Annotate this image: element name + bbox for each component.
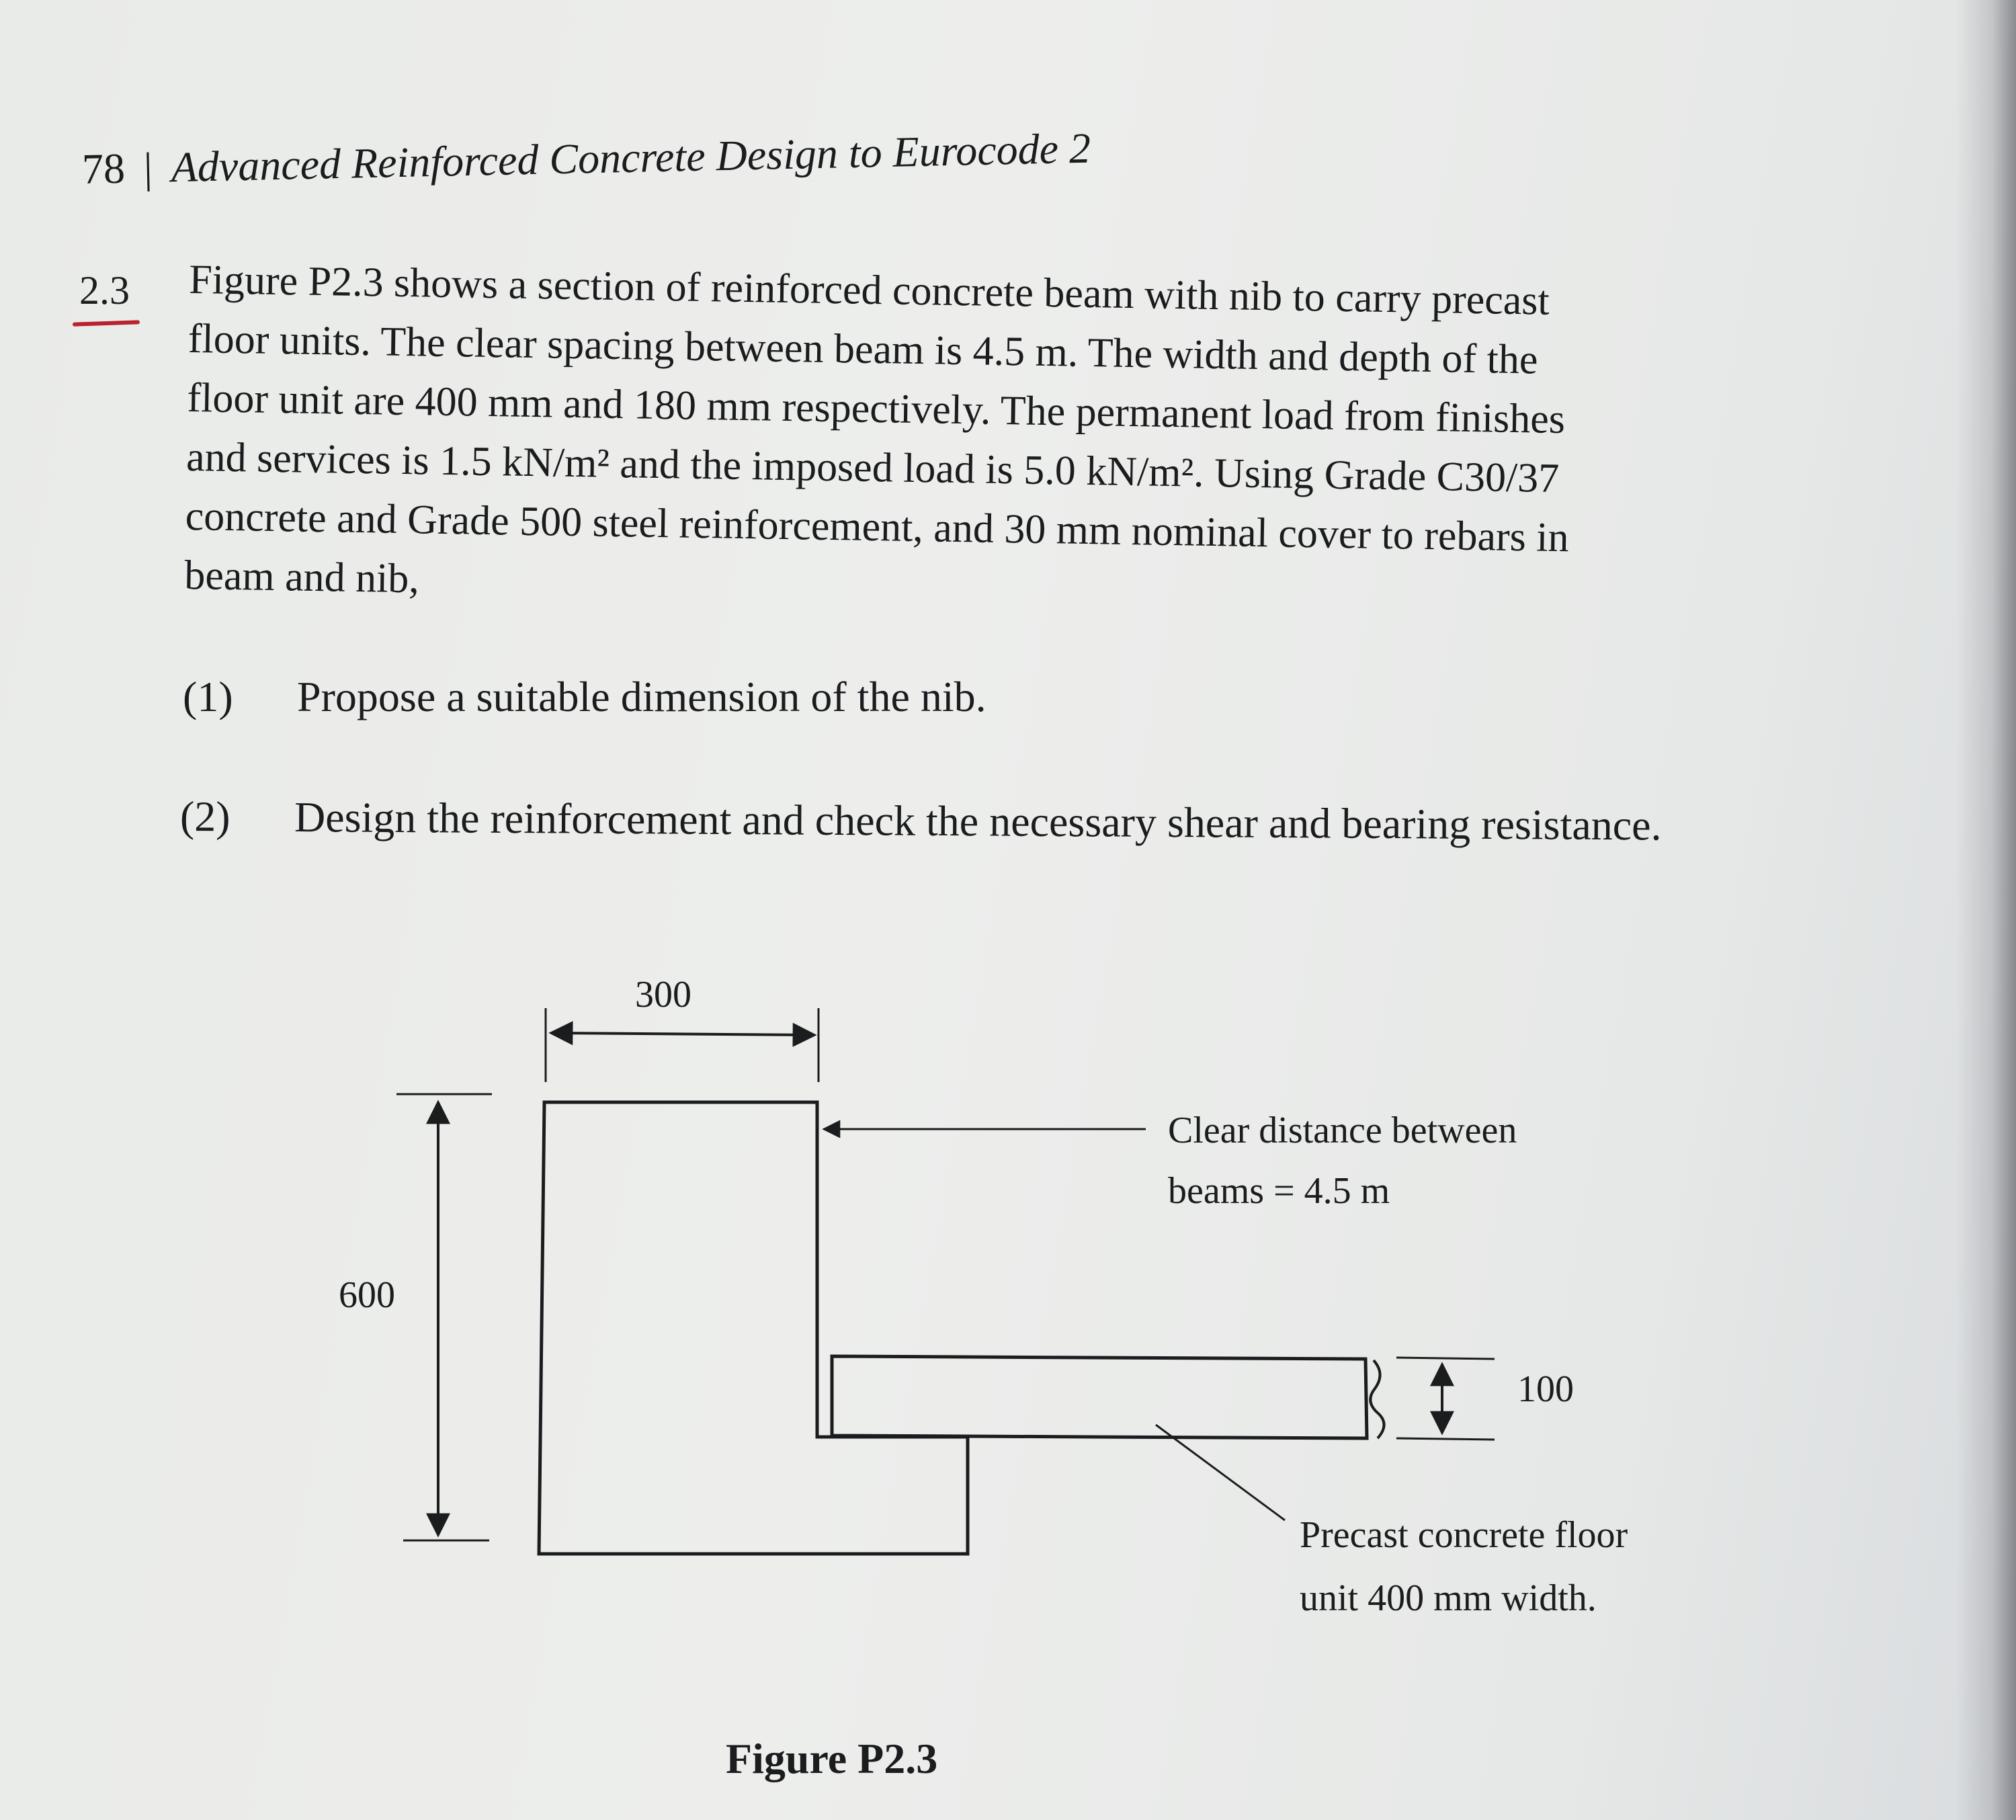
height-dimension-label: 600	[339, 1274, 395, 1316]
statement-line: concrete and Grade 500 steel reinforcement, and 30 mm nominal cover to rebars in	[185, 493, 1570, 561]
width-dimension-label: 300	[635, 974, 691, 1016]
slab-extension-top	[1396, 1358, 1495, 1359]
clear-distance-label-1: Clear distance between	[1168, 1110, 1517, 1151]
break-mark	[1370, 1360, 1384, 1438]
precast-label-1: Precast concrete floor	[1300, 1514, 1628, 1556]
clear-distance-label-2: beams = 4.5 m	[1168, 1170, 1390, 1212]
statement-line: floor units. The clear spacing between beam is 4.5 m. The width and depth of the	[187, 315, 1538, 383]
statement-line: and services is 1.5 kN/m² and the imposed load is 5.0 kN/m². Using Grade C30/37	[185, 433, 1560, 502]
item-text: Design the reinforcement and check the necessary shear and bearing resistance.	[294, 793, 1662, 850]
figure-caption: Figure P2.3	[726, 1735, 938, 1782]
precast-label-2: unit 400 mm width.	[1300, 1577, 1597, 1619]
slab-depth-label: 100	[1517, 1368, 1574, 1410]
precast-floor-unit	[832, 1356, 1367, 1438]
page-number: 78	[81, 144, 126, 193]
width-dimension-arrow	[551, 1033, 814, 1035]
header-separator: |	[143, 143, 153, 192]
item-label: (1)	[183, 673, 233, 720]
slab-extension-bottom	[1396, 1438, 1495, 1440]
beam-section-outline	[539, 1102, 968, 1554]
item-label: (2)	[179, 792, 230, 841]
statement-line: Figure P2.3 shows a section of reinforced concrete beam with nib to carry precast	[188, 256, 1550, 324]
item-text: Propose a suitable dimension of the nib.	[297, 673, 986, 720]
statement-line: floor unit are 400 mm and 180 mm respectively. The permanent load from finishes	[187, 374, 1566, 443]
problem-number: 2.3	[79, 268, 130, 313]
book-title: Advanced Reinforced Concrete Design to Eurocode 2	[171, 124, 1091, 192]
statement-line: beam and nib,	[183, 552, 420, 602]
